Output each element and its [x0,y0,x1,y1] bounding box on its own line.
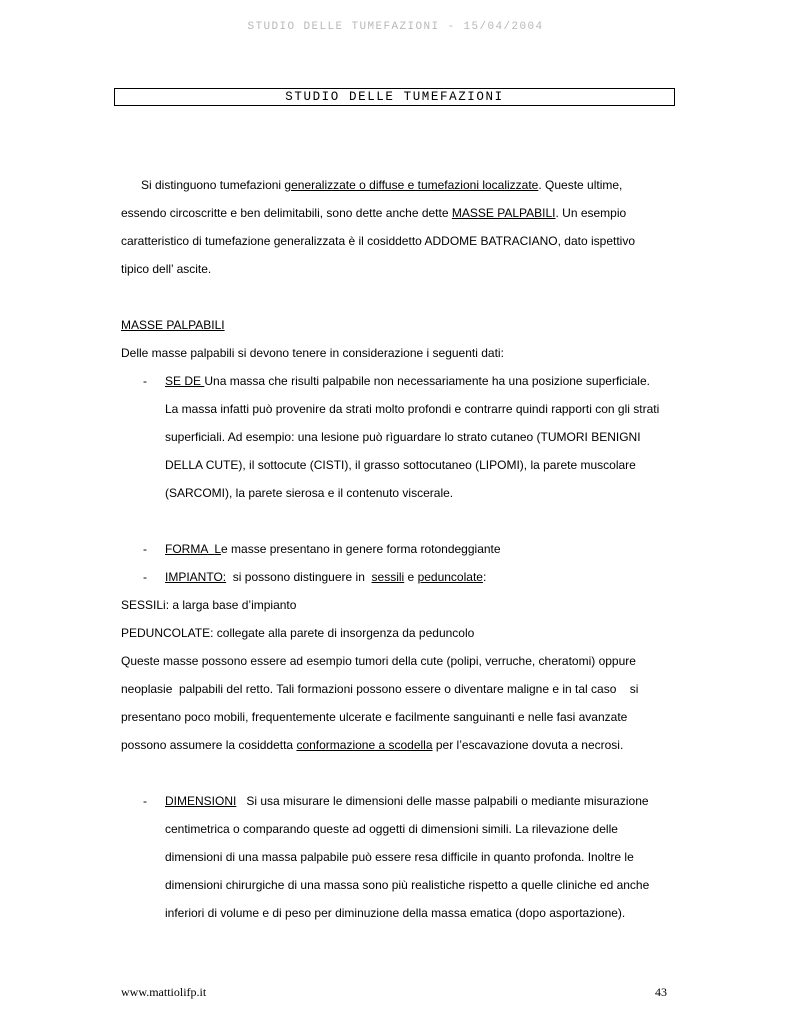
list-item-impianto: - IMPIANTO: si possono distinguere in sessili e peduncolate: [121,563,681,591]
item-label: FORMA [165,542,208,556]
queste-line-1: Queste masse possono essere ad esempio tumori della cute (polipi, verruche, cheratomi) oppure [121,654,636,668]
list-bullet: - [143,374,147,388]
intro-line-1: Si distinguono tumefazioni generalizzate o diffuse e tumefazioni localizzate. Queste ultime, [141,178,623,192]
item-label: IMPIANTO: [165,570,227,584]
list-bullet: - [143,542,147,556]
queste-line-3: presentano poco mobili, frequentemente ulcerate e facilmente sanguinanti e nelle fasi avanzate [121,710,628,724]
footer-site: www.mattiolifp.it [121,985,207,999]
document-body [121,171,681,927]
section-heading: MASSE PALPABILI [121,318,225,332]
page-number: 43 [655,985,667,999]
queste-line-2: neoplasie palpabili del retto. Tali formazioni possono essere o diventare maligne e in tal caso si [121,682,639,696]
list-item-dimensioni: - DIMENSIONI Si usa misurare le dimensioni delle masse palpabili o mediante misurazione centimetrica o comparando queste ad oggetti di dimensioni simili. La rilevazione delle dimensioni di una massa palpabile può essere resa difficile in quanto profonda. Inoltre le dimensioni chirurgiche di una massa sono più realistiche rispetto a quelle cliniche ed anche inferiori di volume e di peso per diminuzione della massa ematica (dopo asportazione). [121,787,681,927]
list-item-sede: - SE DE Una massa che risulti palpabile non necessariamente ha una posizione superficiale. La massa infatti può provenire da strati molto profondi e contrarre quindi rapporti con gli strati superficiali. Ad esempio: una lesione può rìguardare lo strato cutaneo (TUMORI BENIGNI DELLA CUTE), il sottocute (CISTI), il grasso sottocutaneo (LIPOMI), la parete muscolare (SARCOMI), la parete sierosa e il contenuto viscerale. [121,367,681,507]
queste-line-4: possono assumere la cosiddetta conformazione a scodella per l’escavazione dovuta a necrosi. [121,738,624,752]
intro-line-4: tipico dell’ ascite. [121,262,212,276]
page-title: STUDIO DELLE TUMEFAZIONI [114,88,675,106]
section-lead: Delle masse palpabili si devono tenere in considerazione i seguenti dati: [121,346,504,360]
intro-line-2: essendo circoscritte e ben delimitabili, sono dette anche dette MASSE PALPABILI. Un esempio [121,206,627,220]
list-bullet: - [143,570,147,584]
item-label: DIMENSIONI [165,794,237,808]
list-bullet: - [143,794,147,808]
list-item-forma: - FORMA Le masse presentano in genere forma rotondeggiante [121,535,681,563]
sessili-line: SESSILi: a larga base d’impianto [121,598,297,612]
running-header: STUDIO DELLE TUMEFAZIONI - 15/04/2004 [247,21,544,33]
intro-line-3: caratteristico di tumefazione generalizzata è il cosiddetto ADDOME BATRACIANO, dato ispettivo [121,234,636,248]
item-label: SE DE [165,374,205,388]
peduncolate-line: PEDUNCOLATE: collegate alla parete di insorgenza da peduncolo [121,626,475,640]
